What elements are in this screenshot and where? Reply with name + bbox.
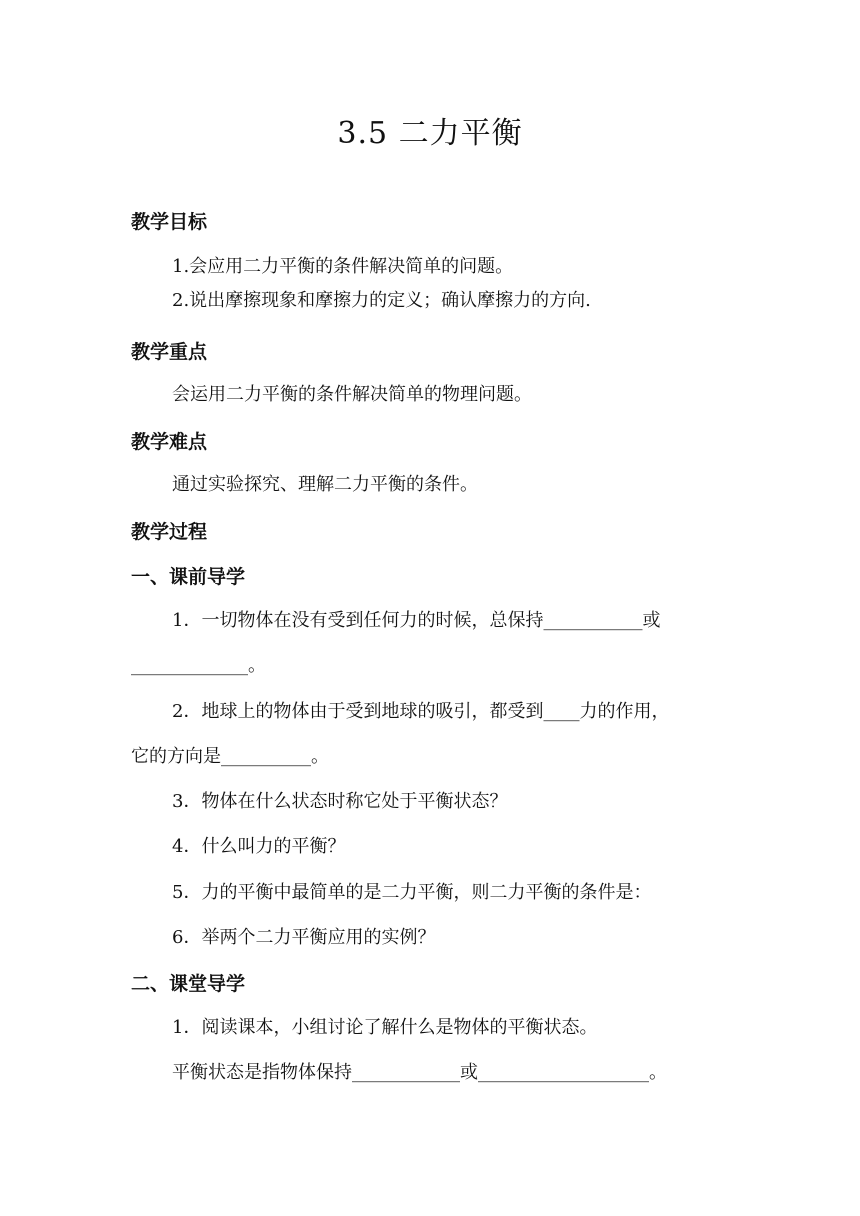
question-6: 6．举两个二力平衡应用的实例？	[172, 927, 436, 948]
question-4: 4．什么叫力的平衡？	[172, 836, 346, 857]
page-title: 3.5 二力平衡	[337, 116, 523, 151]
question-5: 5．力的平衡中最简单的是二力平衡，则二力平衡的条件是：	[172, 882, 652, 903]
objective-item-2: 2.说出摩擦现象和摩擦力的定义；确认摩擦力的方向.	[172, 290, 591, 311]
question-1-line-1: 1．一切物体在没有受到任何力的时候，总保持___________或	[172, 610, 661, 631]
key-points-heading: 教学重点	[131, 341, 208, 363]
question-2-line-1: 2．地球上的物体由于受到地球的吸引，都受到____力的作用，	[172, 701, 670, 722]
section2-paragraph-1: 1．阅读课本，小组讨论了解什么是物体的平衡状态。	[172, 1017, 598, 1038]
section1-heading: 一、课前导学	[131, 566, 246, 588]
difficulties-heading: 教学难点	[131, 431, 208, 453]
section2-paragraph-2: 平衡状态是指物体保持____________或___________________。	[172, 1062, 667, 1083]
question-2-line-2: 它的方向是__________。	[131, 746, 329, 767]
question-3: 3．物体在什么状态时称它处于平衡状态？	[172, 791, 508, 812]
difficulties-text: 通过实验探究、理解二力平衡的条件。	[172, 474, 478, 495]
question-1-line-2: _____________。	[131, 655, 266, 676]
objective-item-1: 1.会应用二力平衡的条件解决简单的问题。	[172, 256, 514, 277]
section2-heading: 二、课堂导学	[131, 973, 246, 995]
key-points-text: 会运用二力平衡的条件解决简单的物理问题。	[172, 384, 532, 405]
process-heading: 教学过程	[131, 521, 208, 543]
objectives-heading: 教学目标	[131, 211, 208, 233]
